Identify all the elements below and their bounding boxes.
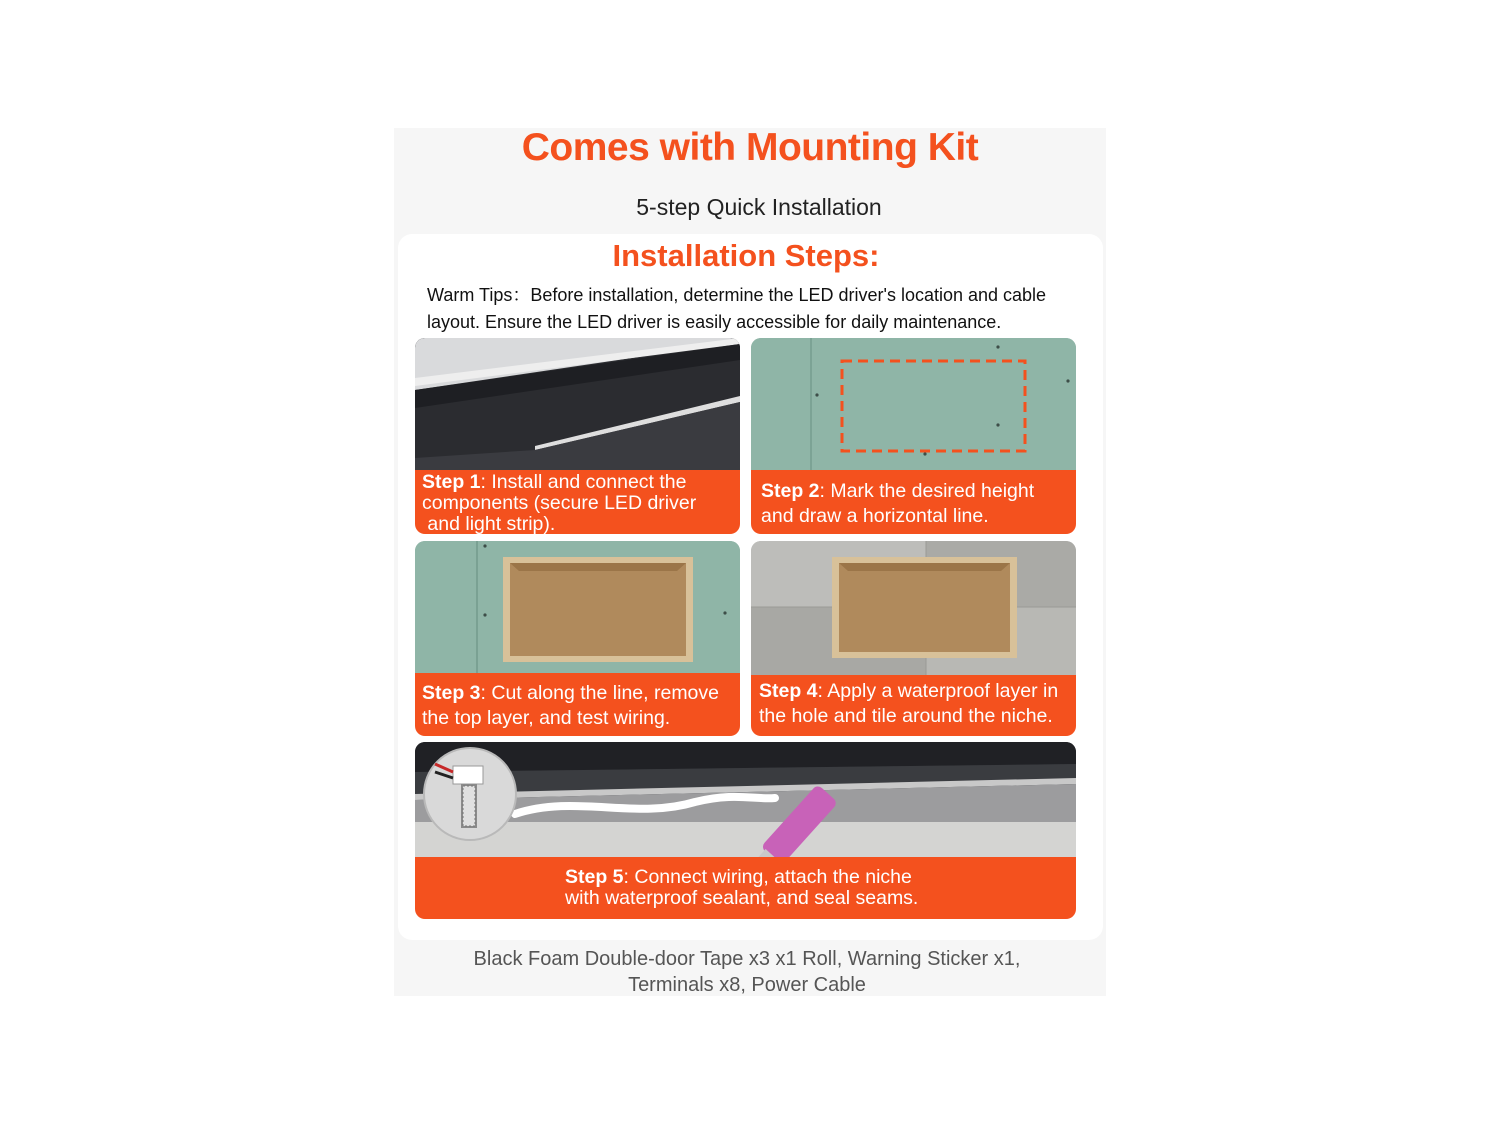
tips-text: Before installation, determine the LED driver's location and cable layout. Ensure the LED driver is easily accessible for daily maintenance. (427, 285, 1047, 332)
cut-hole-icon (415, 541, 740, 673)
step-4-caption (751, 675, 1076, 736)
step-2-text-line2: and draw a horizontal line. (761, 505, 989, 527)
step-3-text-line1: : Cut along the line, remove (480, 682, 719, 704)
tips-label: Warm Tips： (427, 285, 531, 305)
step-1-text-line1: : Install and connect the (480, 471, 687, 493)
kit-contents (394, 946, 1100, 998)
warm-tips (427, 282, 1087, 336)
niche-led-icon (415, 338, 740, 472)
step-2-label: Step 2 (761, 480, 820, 502)
step-4-text-line1: : Apply a waterproof layer in (817, 680, 1059, 702)
page-title: Comes with Mounting Kit (521, 126, 979, 169)
step-4-label: Step 4 (759, 680, 818, 702)
kit-contents-line1: Black Foam Double-door Tape x3 x1 Roll, Warning Sticker x1, (473, 948, 1021, 970)
step-2-text-line1: : Mark the desired height (819, 480, 1035, 502)
step-1-caption (415, 470, 740, 534)
step-1-card (415, 338, 740, 534)
step-2-card (751, 338, 1076, 534)
marked-wall-icon (751, 338, 1076, 471)
tiled-wall-icon (751, 541, 1076, 675)
step-3-card (415, 541, 740, 736)
step-4-text-line2: the hole and tile around the niche. (759, 705, 1053, 727)
step-1-label: Step 1 (422, 471, 481, 493)
step-5-caption (415, 857, 1076, 919)
step-2-caption (751, 470, 1076, 534)
step-3-label: Step 3 (422, 682, 481, 704)
step-5-label: Step 5 (565, 866, 624, 888)
step-5-text-line2: with waterproof sealant, and seal seams. (565, 887, 919, 909)
step-5-text-line1: : Connect wiring, attach the niche (623, 866, 912, 888)
step-3-caption (415, 673, 740, 736)
step-1-text-line3: and light strip). (422, 513, 556, 534)
step-1-text-line2: components (secure LED driver (422, 492, 697, 514)
step-4-card (751, 541, 1076, 736)
page-subtitle: 5-step Quick Installation (636, 194, 882, 220)
installation-title: Installation Steps: (612, 238, 880, 273)
step-3-text-line2: the top layer, and test wiring. (422, 707, 671, 729)
sealant-gun-icon (415, 742, 1076, 857)
kit-contents-line2: Terminals x8, Power Cable (628, 974, 866, 996)
step-5-card (415, 742, 1076, 919)
